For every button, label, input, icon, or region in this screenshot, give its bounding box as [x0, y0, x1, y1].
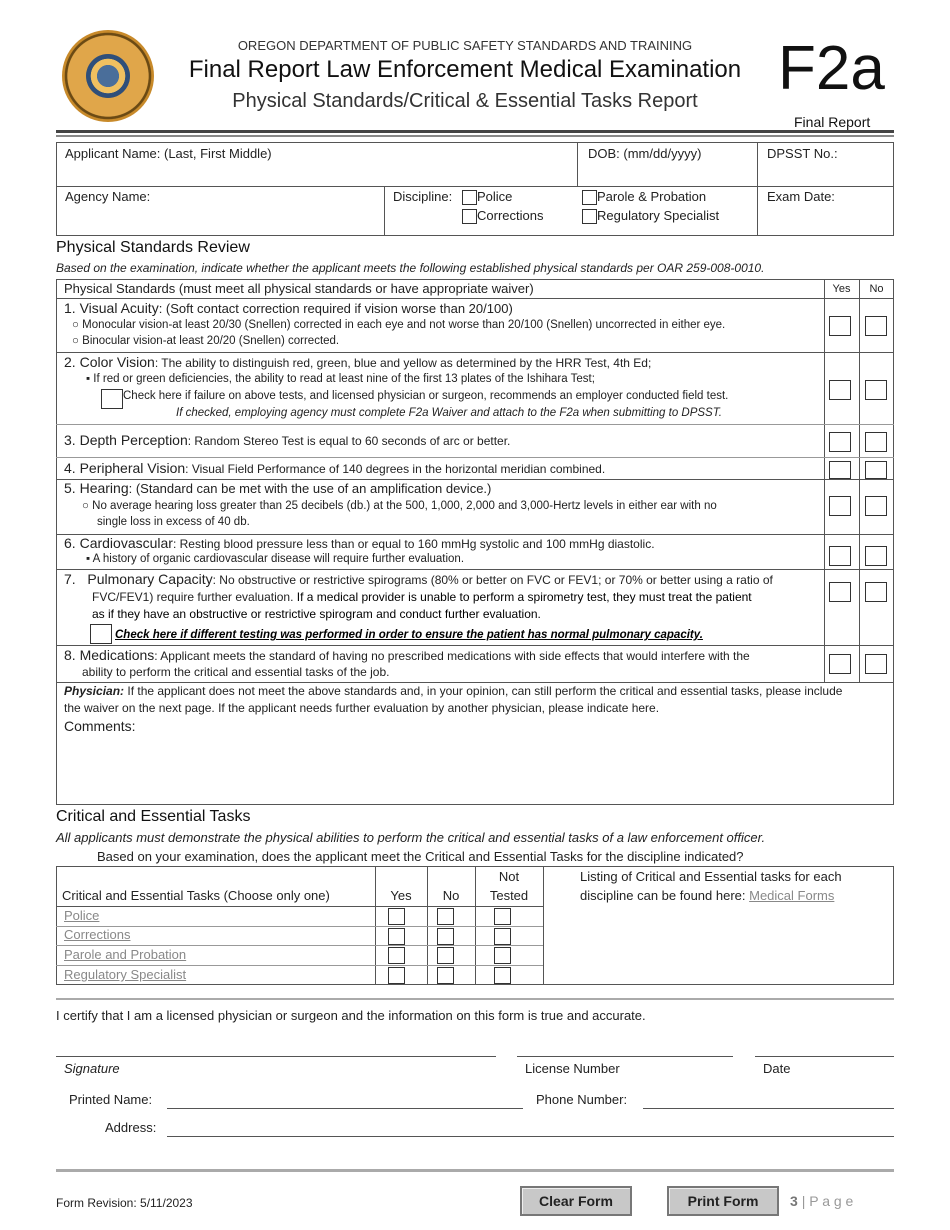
- s2-yes-checkbox[interactable]: [829, 380, 851, 400]
- police-label: Police: [477, 189, 513, 204]
- s6-no-checkbox[interactable]: [865, 546, 887, 566]
- ct-corrections-yes[interactable]: [388, 928, 405, 945]
- critical-tasks-title: Critical and Essential Tasks: [56, 808, 251, 825]
- s7-different-testing-checkbox[interactable]: [90, 624, 112, 644]
- header-rule-2: [56, 135, 894, 137]
- standard-visual-acuity: [64, 300, 513, 316]
- applicant-row-divider: [56, 186, 894, 187]
- ct-col-no-header: No: [442, 888, 460, 903]
- ct-listing-line2: [580, 888, 834, 903]
- no-col-header: No: [869, 283, 884, 295]
- s2-item-c: If checked, employing agency must complete F2a Waiver and attach to the F2a when submitting to DPSST.: [176, 407, 722, 419]
- physician-note-line1: [64, 684, 842, 698]
- print-form-button[interactable]: Print Form: [667, 1186, 779, 1216]
- s3-desc: : Random Stereo Test is equal to 60 seconds of arc or better.: [187, 434, 511, 448]
- medical-forms-link[interactable]: Medical Forms: [749, 888, 835, 903]
- parole-label: Parole & Probation: [597, 189, 707, 204]
- row7-divider: [56, 645, 894, 646]
- physician-text1: If the applicant does not meet the above standards and, in your opinion, can still perform the critical and essential tasks, please include: [124, 684, 843, 698]
- footer-divider: [56, 1169, 894, 1172]
- s5-num: 5.: [64, 480, 76, 496]
- page-word: P a g e: [809, 1193, 854, 1209]
- s1-a-text: Monocular vision-at least 20/30 (Snellen) corrected in each eye and not worse than 20/100 (Snellen) uncorrected in either eye.: [82, 319, 726, 331]
- ct-regulatory-yes[interactable]: [388, 967, 405, 984]
- dob-field[interactable]: DOB: (mm/dd/yyyy): [588, 146, 702, 161]
- ct-police-not-tested[interactable]: [494, 908, 511, 925]
- ct-police-yes[interactable]: [388, 908, 405, 925]
- standard-peripheral-vision: [64, 460, 605, 476]
- s1-item-b: ○ Binocular vision-at least 20/20 (Snellen) corrected.: [72, 335, 340, 347]
- s7-title: Pulmonary Capacity: [87, 571, 213, 587]
- s6-item-a: ▪ A history of organic cardiovascular disease will require further evaluation.: [86, 553, 465, 565]
- s5-item-a2: single loss in excess of 40 db.: [97, 516, 250, 528]
- checkbox-police[interactable]: [462, 190, 477, 205]
- page-indicator: [790, 1193, 853, 1209]
- s6-a-text: A history of organic cardiovascular disease will require further evaluation.: [92, 553, 465, 565]
- ct-col-listing-line: [543, 866, 544, 985]
- s3-num: 3.: [64, 432, 76, 448]
- s3-no-checkbox[interactable]: [865, 432, 887, 452]
- critical-tasks-intro: All applicants must demonstrate the physical abilities to perform the critical and essential tasks of a law enforcement officer.: [56, 830, 766, 845]
- s1-item-a: ○ Monocular vision-at least 20/30 (Snellen) corrected in each eye and not worse than 20/100 (Snellen) uncorrected in either eye.: [72, 319, 726, 331]
- certify-divider: [56, 998, 894, 1000]
- s8-no-checkbox[interactable]: [865, 654, 887, 674]
- s7-bold-line2: as if they have an obstructive or restrictive spirogram and conduct further evaluation.: [92, 607, 541, 621]
- form-code: F2a: [778, 34, 885, 103]
- s6-yes-checkbox[interactable]: [829, 546, 851, 566]
- exam-date-field[interactable]: Exam Date:: [767, 189, 835, 204]
- discipline-label: Discipline:: [393, 189, 453, 204]
- checkbox-regulatory[interactable]: [582, 209, 597, 224]
- ct-col-not-header: Not: [498, 869, 520, 884]
- checkbox-corrections[interactable]: [462, 209, 477, 224]
- comments-label: Comments:: [64, 718, 136, 734]
- discipline-police-option[interactable]: [462, 189, 512, 205]
- row8-divider: [56, 682, 894, 683]
- address-label: Address:: [105, 1120, 157, 1135]
- standard-color-vision: [64, 354, 651, 370]
- s2-desc: : The ability to distinguish red, green, blue and yellow as determined by the HRR Test, 4th Ed;: [154, 356, 652, 370]
- critical-tasks-question: Based on your examination, does the applicant meet the Critical and Essential Tasks for the discipline indicated?: [97, 849, 744, 864]
- s1-yes-checkbox[interactable]: [829, 316, 851, 336]
- s7-desc1: : No obstructive or restrictive spirograms (80% or better on FVC or FEV1; or 70% or better using a ratio of: [212, 573, 773, 587]
- row6-divider: [56, 569, 894, 570]
- s2-num: 2.: [64, 354, 76, 370]
- ct-corrections-no[interactable]: [437, 928, 454, 945]
- header-row-divider: [56, 298, 894, 299]
- s8-title: Medications: [79, 647, 155, 663]
- ct-regulatory-no[interactable]: [437, 967, 454, 984]
- s4-yes-checkbox[interactable]: [829, 461, 851, 479]
- s7-desc2: FVC/FEV1) require further evaluation.: [92, 590, 297, 604]
- s2-no-checkbox[interactable]: [865, 380, 887, 400]
- address-field[interactable]: [167, 1136, 894, 1137]
- s5-a1-text: No average hearing loss greater than 25 decibels (db.) at the 500, 1,000, 2,000 and 3,000-Hertz levels in either ear with no: [92, 500, 717, 512]
- comments-field[interactable]: [58, 736, 892, 803]
- date-label: Date: [763, 1061, 791, 1076]
- s2-item-a: ▪ If red or green deficiencies, the ability to read at least nine of the first 13 plates of the Ishihara Test;: [86, 373, 595, 385]
- physician-note-line2: the waiver on the next page. If the applicant needs further evaluation by another physician, please indicate here.: [64, 701, 660, 715]
- s8-num: 8.: [64, 647, 76, 663]
- license-line[interactable]: [517, 1056, 733, 1057]
- discipline-corrections-option[interactable]: [462, 208, 543, 224]
- ct-row3-divider: [56, 965, 543, 966]
- s7-bold1: If a medical provider is unable to perform a spirometry test, they must treat the patient: [296, 590, 752, 604]
- s1-b-text: Binocular vision-at least 20/20 (Snellen) corrected.: [82, 335, 340, 347]
- corrections-label: Corrections: [477, 208, 544, 223]
- date-line[interactable]: [755, 1056, 894, 1057]
- divider-dpsst: [757, 142, 758, 236]
- s3-yes-checkbox[interactable]: [829, 432, 851, 452]
- ct-parole-yes[interactable]: [388, 947, 405, 964]
- certify-statement: I certify that I am a licensed physician or surgeon and the information on this form is true and accurate.: [56, 1008, 646, 1023]
- s6-desc: : Resting blood pressure less than or equal to 160 mmHg systolic and 100 mmHg diastolic.: [172, 537, 655, 551]
- row1-divider: [56, 352, 894, 353]
- phone-label: Phone Number:: [536, 1092, 628, 1107]
- standard-cardiovascular: [64, 535, 655, 551]
- page-number: 3: [790, 1193, 798, 1209]
- row3-divider: [56, 457, 894, 458]
- divider-dob: [577, 142, 578, 187]
- ct-regulatory-not-tested[interactable]: [494, 967, 511, 984]
- page-separator: |: [801, 1193, 806, 1209]
- license-label: License Number: [525, 1061, 620, 1076]
- s5-no-checkbox[interactable]: [865, 496, 887, 516]
- agency-name: OREGON DEPARTMENT OF PUBLIC SAFETY STANDARDS AND TRAINING: [237, 38, 693, 53]
- ct-police-no[interactable]: [437, 908, 454, 925]
- standard-medications: [64, 647, 750, 663]
- ct-parole-no[interactable]: [437, 947, 454, 964]
- physician-label: Physician:: [64, 684, 125, 698]
- s2-item-b: Check here if failure on above tests, and licensed physician or surgeon, recommends an employer conducted field test.: [123, 390, 729, 402]
- divider-discipline: [384, 186, 385, 236]
- s7-desc-line2: [92, 590, 752, 604]
- ct-row-corrections[interactable]: Corrections: [64, 927, 131, 942]
- standards-col-header: Physical Standards (must meet all physical standards or have appropriate waiver): [64, 281, 534, 296]
- standard-pulmonary: [64, 571, 773, 587]
- ct-col-yes-header: Yes: [390, 888, 412, 903]
- s8-desc1: : Applicant meets the standard of having no prescribed medications with side effects that would interfere with the: [154, 649, 750, 663]
- s7-num: 7.: [64, 571, 76, 587]
- s2-title: Color Vision: [79, 354, 155, 370]
- ct-header-divider: [56, 906, 543, 907]
- discipline-regulatory-option[interactable]: [582, 208, 719, 224]
- form-title: Final Report Law Enforcement Medical Examination: [188, 56, 742, 83]
- header-rule: [56, 130, 894, 133]
- applicant-name-field[interactable]: Applicant Name: (Last, First Middle): [65, 146, 272, 161]
- s7-check-text: Check here if different testing was performed in order to ensure the patient has normal pulmonary capacity.: [115, 629, 703, 641]
- regulatory-label: Regulatory Specialist: [597, 208, 720, 223]
- s4-desc: : Visual Field Performance of 140 degrees in the horizontal meridian combined.: [185, 462, 606, 476]
- s4-no-checkbox[interactable]: [865, 461, 887, 479]
- signature-label: Signature: [64, 1061, 120, 1076]
- ct-row2-divider: [56, 945, 543, 946]
- s5-title: Hearing: [79, 480, 129, 496]
- yes-col-divider: [824, 279, 825, 682]
- s4-num: 4.: [64, 460, 76, 476]
- phone-field[interactable]: [643, 1108, 894, 1109]
- s7-no-checkbox[interactable]: [865, 582, 887, 602]
- s6-num: 6.: [64, 535, 76, 551]
- s5-desc: : (Standard can be met with the use of an amplification device.): [128, 481, 492, 496]
- s1-title: Visual Acuity: [79, 300, 159, 316]
- dpsst-field[interactable]: DPSST No.:: [767, 146, 838, 161]
- ct-col-tested-header: Tested: [489, 888, 529, 903]
- s2-a-text: If red or green deficiencies, the ability to read at least nine of the first 13 plates of the Ishihara Test;: [93, 373, 595, 385]
- printed-name-label: Printed Name:: [69, 1092, 153, 1107]
- s2-field-test-checkbox[interactable]: [101, 389, 123, 409]
- s8-desc-line2: ability to perform the critical and essential tasks of the job.: [82, 665, 390, 679]
- clear-form-button[interactable]: Clear Form: [520, 1186, 632, 1216]
- row2-divider: [56, 424, 894, 425]
- signature-line[interactable]: [56, 1056, 496, 1057]
- discipline-parole-option[interactable]: [582, 189, 706, 205]
- ct-parole-not-tested[interactable]: [494, 947, 511, 964]
- s4-title: Peripheral Vision: [79, 460, 186, 476]
- standard-depth-perception: [64, 432, 510, 448]
- s8-yes-checkbox[interactable]: [829, 654, 851, 674]
- checkbox-parole[interactable]: [582, 190, 597, 205]
- s7-yes-checkbox[interactable]: [829, 582, 851, 602]
- ct-row-parole[interactable]: Parole and Probation: [64, 947, 187, 962]
- ct-corrections-not-tested[interactable]: [494, 928, 511, 945]
- standard-hearing: [64, 480, 491, 496]
- s1-no-checkbox[interactable]: [865, 316, 887, 336]
- physical-standards-title: Physical Standards Review: [56, 239, 250, 256]
- ct-col-task-header: Critical and Essential Tasks (Choose only one): [62, 888, 330, 903]
- agency-name-field[interactable]: Agency Name:: [65, 189, 151, 204]
- ct-listing-text2: discipline can be found here:: [580, 888, 750, 903]
- ct-row-police[interactable]: Police: [64, 908, 100, 923]
- ct-row-regulatory[interactable]: Regulatory Specialist: [64, 967, 187, 982]
- yes-col-header: Yes: [832, 283, 851, 295]
- s1-desc: : (Soft contact correction required if vision worse than 20/100): [158, 301, 513, 316]
- s3-title: Depth Perception: [79, 432, 188, 448]
- s1-num: 1.: [64, 300, 76, 316]
- ct-listing-line1: Listing of Critical and Essential tasks for each: [580, 869, 842, 884]
- physical-standards-intro: Based on the examination, indicate whether the applicant meets the following established physical standards per OAR 259-008-0010.: [56, 261, 765, 275]
- s6-title: Cardiovascular: [79, 535, 173, 551]
- form-type: Final Report: [794, 114, 871, 130]
- printed-name-field[interactable]: [167, 1108, 523, 1109]
- form-subtitle: Physical Standards/Critical & Essential Tasks Report: [232, 90, 698, 112]
- s5-yes-checkbox[interactable]: [829, 496, 851, 516]
- no-col-divider: [859, 279, 860, 682]
- s5-item-a: ○ No average hearing loss greater than 25 decibels (db.) at the 500, 1,000, 2,000 and 3,000-Hertz levels in either ear with no: [82, 500, 717, 512]
- form-revision: Form Revision: 5/11/2023: [56, 1196, 193, 1210]
